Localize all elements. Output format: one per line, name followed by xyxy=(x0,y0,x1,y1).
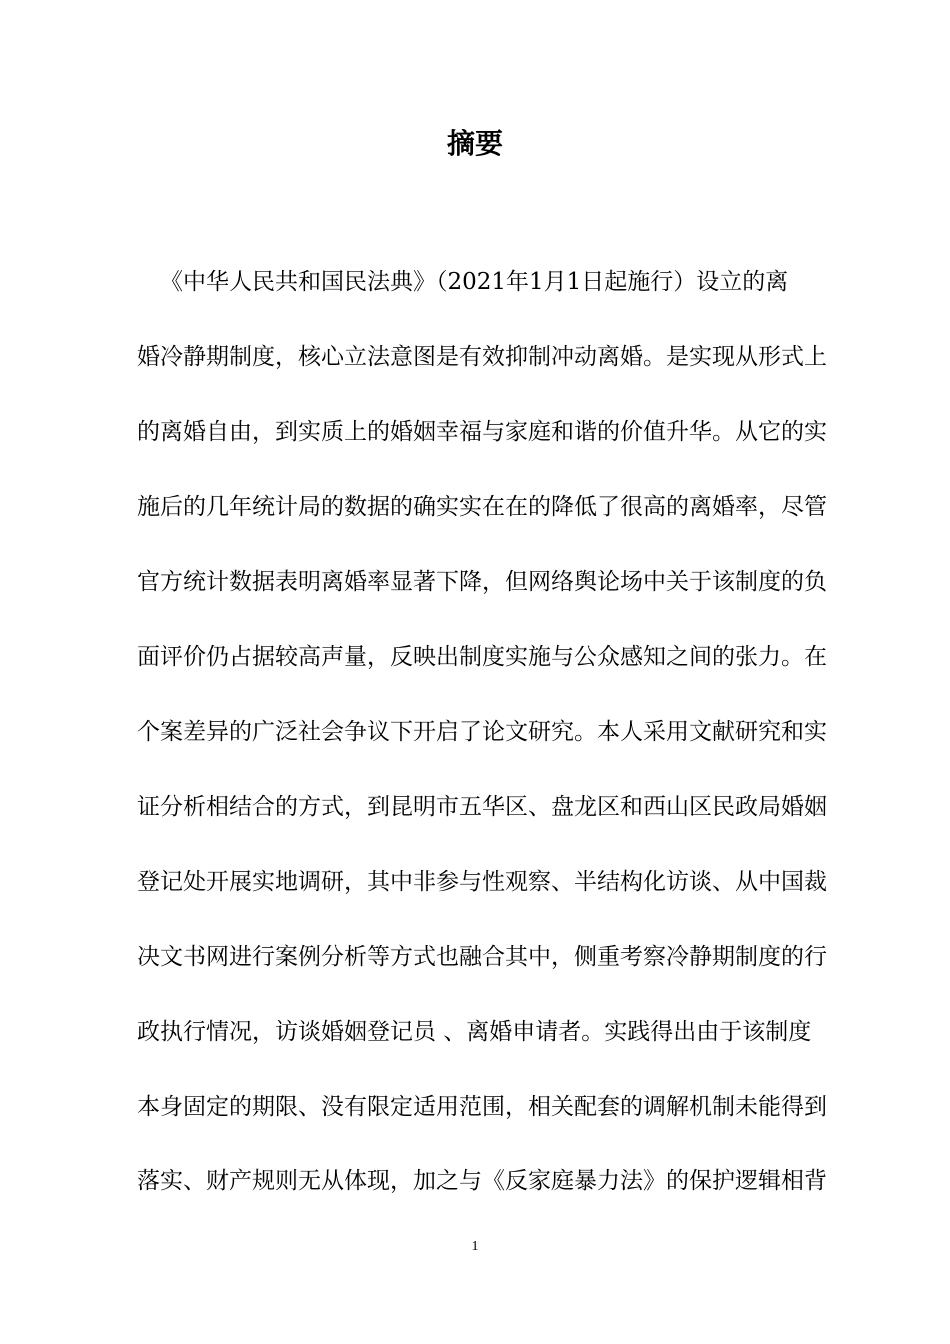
paragraph-line: 的离婚自由，到实质上的婚姻幸福与家庭和谐的价值升华。从它的实 xyxy=(137,419,827,445)
paragraph-line: 政执行情况，访谈婚姻登记员 、离婚申请者。实践得出由于该制度 xyxy=(137,1019,812,1045)
paragraph-line: 证分析相结合的方式，到昆明市五华区、盘龙区和西山区民政局婚姻 xyxy=(137,794,827,820)
page-number: 1 xyxy=(471,1239,479,1254)
paragraph-line: 施后的几年统计局的数据的确实实在在的降低了很高的离婚率，尽管 xyxy=(137,494,827,520)
paragraph-line: 官方统计数据表明离婚率显著下降，但网络舆论场中关于该制度的负 xyxy=(137,569,827,595)
paragraph-line: 本身固定的期限、没有限定适用范围，相关配套的调解机制未能得到 xyxy=(137,1094,827,1120)
paragraph-line: 决文书网进行案例分析等方式也融合其中，侧重考察冷静期制度的行 xyxy=(137,944,827,970)
paragraph-line: 落实、财产规则无从体现，加之与《反家庭暴力法》的保护逻辑相背 xyxy=(137,1168,827,1194)
paragraph-line: 《中华人民共和国民法典》（2021年1月1日起施行）设立的离 xyxy=(160,269,789,295)
paragraph-line: 个案差异的广泛社会争议下开启了论文研究。本人采用文献研究和实 xyxy=(137,719,827,745)
paragraph-line: 婚冷静期制度，核心立法意图是有效抑制冲动离婚。是实现从形式上 xyxy=(137,344,827,370)
paragraph-line: 登记处开展实地调研，其中非参与性观察、半结构化访谈、从中国裁 xyxy=(137,869,827,895)
paragraph-line: 面评价仍占据较高声量，反映出制度实施与公众感知之间的张力。在 xyxy=(137,644,827,670)
page-title: 摘要 xyxy=(446,127,503,160)
